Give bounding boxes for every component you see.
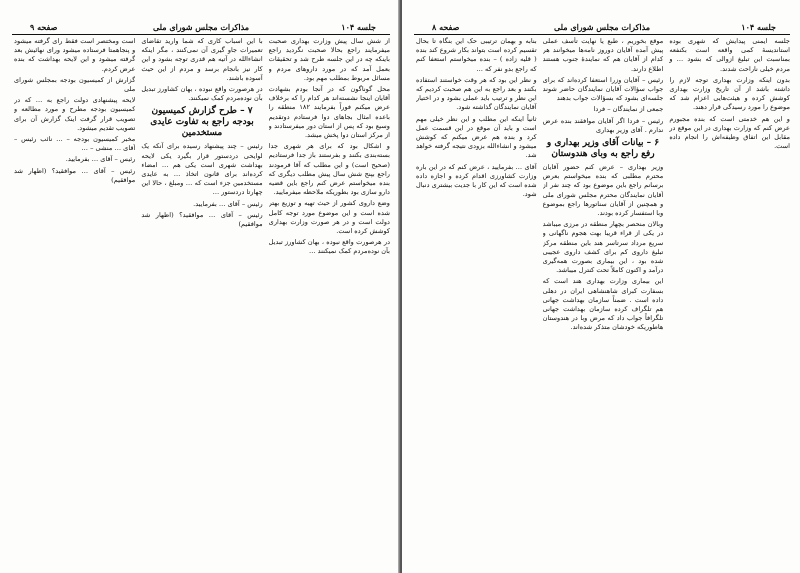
section-heading: ۶ – بیانات آقای وزیر بهداری و رفع راجع به وبای هندوستان xyxy=(546,138,660,160)
running-title: مذاکرات مجلس شورای ملی xyxy=(553,22,651,32)
text-column xyxy=(141,37,262,567)
paragraph: رئیس – چند پیشنهاد رسیده برای آنکه یک لوایحی دردستور قرار بگیرد یکی لایحه بهداشت شهری است یکی هم … امضاء کرده‌اند برای قانون اتخاذ … به عایدی مستخدمین جزء است که … ومبلغ ، حالا این چهارتا دردستور … xyxy=(141,142,263,197)
right-page-header xyxy=(414,22,790,35)
paragraph: لایحه پیشنهادی دولت راجع به … که در کمیسیون بودجه مطرح و مورد مطالعه و تصویب قرار گرفت اینک گزارش آن برای تصویب تقدیم میشود. xyxy=(14,96,136,132)
paragraph: جمعی از نمایندگان – فردا xyxy=(593,105,664,114)
text-column xyxy=(416,37,537,567)
session-number: جلسه ۱۰۴ xyxy=(741,22,776,32)
paragraph: جلسه ایمنی پیدایش که شهری بوده استاندیسهٔ کمی واقعه است بکنفعه بمناسبت این تبلیغ ازوالی که بشود … و مردم خیلی ناراحت شدند. xyxy=(669,37,790,73)
paragraph: وزیر بهداری – عرض کنم حضور آقایان محترم مطلبی که بنده میخواستم بعرض برسانم راجع باین موضوع بود که چند نفر از آقایان نمایندگان محترم مجلس شورای ملی و همچنین از آقایان سناتورها راجع بموضوع وبا استفسار کرده بودند. xyxy=(542,163,664,218)
paragraph: رئیس – آقای … بفرمایید. xyxy=(193,199,263,208)
paragraph: در هرصورت واقع نبوده ، بهان کشاورز تبدیل بآن نوده‌مردم کمک نمیکنند … xyxy=(268,238,390,256)
paragraph: وضع داروی کشور از حیث تهیه و توزیع بهتر شده است و این موضوع مورد توجه کامل دولت است و در هر صورت وزارت بهداری کوشش کرده است. xyxy=(268,199,390,236)
paragraph: و اشکال بود که برای هر شهری جدا بسته‌بندی بکنند و بفرستند باز جدا فرستادیم (صحیح است) و این مطلب که آقا فرمودند راجع بپنج شش سال پیش مطلب دیگری که بنده میخواستم عرض کنم راجع باین قضیه دارو سازی بود بطوریکه ملاحظه میفرمایید. xyxy=(268,142,390,197)
running-title: مذاکرات مجلس شورای ملی xyxy=(152,22,250,32)
left-page-columns xyxy=(14,37,390,567)
paragraph: و این هم خدمتی است که بنده مجبورم عرض کنم که وزارت بهداری در این موقع در مقابل این اتفاق وظیفه‌اش را انجام داده است. xyxy=(669,114,790,151)
paragraph: رئیس – آقای … بفرمایید. xyxy=(65,155,136,164)
paragraph: ثانیاً اینکه این مطلب و این نظر خیلی مهم است و باید آن موقع در این قسمت عمل کرد و بنده هم عرض میکنم که کوشش میشود و انشاءالله بزودی نتیجه گرفته خواهد شد. xyxy=(415,114,537,160)
paragraph: رئیس – آقای … موافقید؟ (اظهار شد موافقیم) xyxy=(14,166,136,184)
paragraph: این بیماری وزارت بهداری هند است که بسفارت کبرای شاهنشاهی ایران در دهلی داده است . ضمناً سازمان بهداشت جهانی هم تلگراف کرده سازمان بهداشت جهانی تلگرافاً جواب داد که مرض وبا در هندوستان هاطوریکه خودشان متذکر شده‌اند. xyxy=(542,277,664,332)
section-heading: ۷ – طرح گزارش کمیسیون بودجه راجع به تفاوت عایدی مستخدمین xyxy=(150,106,254,139)
text-column xyxy=(269,37,390,567)
paragraph: بدون اینکه وزارت بهداری توجه لازم را داشته باشد از آن تاریخ وزارت بهداری کوشش کرده و هیئت‌هایی اعزام شد که موضوع را مورد رسیدگی قرار دهند. xyxy=(669,75,790,112)
text-column xyxy=(669,37,790,567)
paragraph: وبالان منحصر بچهار منطقه در مرزی میباشد در یکی از قراء قریبا بهت هجوم ناگهانی و سریع مرداد سرتاسر هند باین منطقه مرکز تبلیغ داروی کم برای کشف داروی عجیبی شده بود ، این بیماری بصورت همه‌گیری درآمد و اکنون کاملاً تحت کنترل میباشد. xyxy=(542,220,664,275)
paragraph: آقای … بفرمایید ، عرض کنم که در این باره وزارت کشاورزی اقدام کرده و اجازه داده شده است که این کار با جدیت بیشتری دنبال شود. xyxy=(415,162,537,199)
paragraph: رئیس – فردا اگر آقایان موافقند بنده عرض ندارم . آقای وزیر بهداری xyxy=(542,116,664,134)
page-number: صفحه ۸ xyxy=(432,22,460,32)
paragraph: رئیس – آقای … موافقید؟ (اظهار شد موافقیم) xyxy=(141,210,263,229)
paragraph: موقع بخوریم ، طبع یا نهایت تأسف عملی پیش آمده آقایان دوروز نامه‌ها میخوانند هر کدام از آقایان هم که نمایندهٔ جنوب هستند اطلاع دارند. xyxy=(542,37,664,73)
text-column xyxy=(14,37,135,567)
left-page-header xyxy=(12,22,390,35)
paragraph: در هرصورت واقع نبوده ، بهان کشاورز تبدیل بآن نوده‌مردم کمک نمیکنند. xyxy=(141,85,263,103)
paragraph: از شش سال پیش وزارت بهداری صحبت میفرمایند راجع بحالا صحبت نگردید راجع باینکه چه در این جلسه طرح شد و تحقیقات بعمل آمد که در مورد داروهای مردم و مسائل مربوط بمطلب مهم بود. xyxy=(268,37,390,82)
page-number: صفحه ۹ xyxy=(30,22,58,32)
paragraph: است ومختصر است فقط رای گرفته میشود و پنجاهمتا فرستاده میشود ورای نهائیش بعد گرفته میشود و این لایحه بهداشت که بنده عرض کردم. xyxy=(14,37,136,73)
paragraph: محل گوناگون که در آنجا بودم بشهادت آقایان اینجا نشسته‌اند هر کدام را که برخلاف عرض میکنم فوراً بفرمایند ۱۸۲ منطقه را باعده امثال بجاهای دوا فرستادم دوتقدیم وسیع بود که پس از استان دور میفرستادند و از مرکز استان دوا پخش میشد. xyxy=(268,85,390,140)
paragraph: با این اسباب کاری که شما وارید تقاضای تعمیرات جاو گیری آن نمی‌کنند ، مگر اینکه انشاءالله در آتیه هم قدری توجه بشود و این کار نیز بانجام برسد و مردم از این حیث آسوده باشند. xyxy=(141,37,263,82)
paragraph: بنابه و بهمان ترتیبی حک این بنگاه تا بحال تقسیم کرده است بتواند بکار شروع کند بنده ( قلیه زاده ) – بنده میخواستم استعفا کنم که راجع بدو نفر که … xyxy=(415,37,537,73)
session-number: جلسه ۱۰۴ xyxy=(341,22,376,32)
text-column xyxy=(543,37,664,567)
paragraph: گزارش از کمیسیون بودجه بمجلس شورای ملی xyxy=(14,75,136,94)
right-page xyxy=(402,0,800,573)
paragraph: و نظر این بود که هر وقت خواستند استفاده بکنند و بعد راجع به این هم صحبت کردیم که این نظر و ترتیب باید عملی بشود و در اختیار آقایان نمایندگان گذاشته شود. xyxy=(415,75,537,112)
paragraph: رئیس – آقایان وزرا استعفا کرده‌اند که برای جواب سؤالات آقایان نمایندگان حاضر شوند جلسه‌ای بشود که بسؤالات جواب بدهند xyxy=(542,75,664,103)
paragraph: مخبر کمیسیون بودجه – … نائب رئیس – آقای … منشی – … xyxy=(14,135,136,153)
right-page-columns xyxy=(416,37,790,567)
